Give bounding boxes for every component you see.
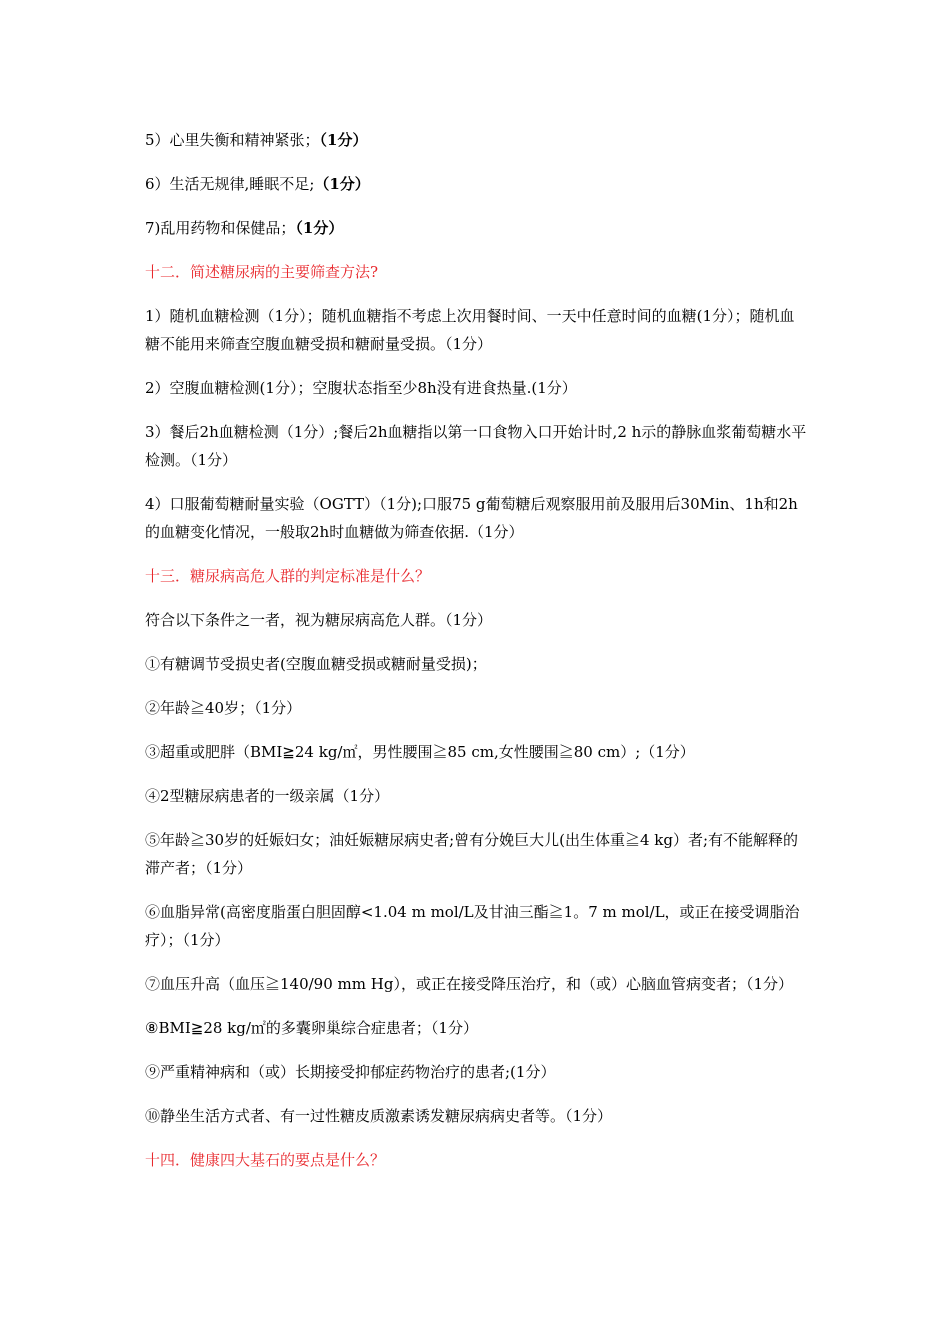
criteria-item: ⑨严重精神病和（或）长期接受抑郁症药物治疗的患者;(1分） <box>145 1063 556 1081</box>
criteria-item: ⑧BMI≧28 kg/㎡的多囊卵巢综合症患者；（1分） <box>145 1019 478 1037</box>
criteria-item: ⑩静坐生活方式者、有一过性糖皮质激素诱发糖尿病病史者等。（1分） <box>145 1107 613 1125</box>
document-body <box>145 126 809 1190</box>
item-score: （1分） <box>319 131 368 149</box>
paragraph: 3）餐后2h血糖检测（1分）;餐后2h血糖指以第一口食物入口开始计时,2 h示的静脉血浆葡萄糖水平检测。（1分） <box>145 423 807 469</box>
criteria-item: ③超重或肥胖（BMI≧24 kg/㎡，男性腰围≧85 cm,女性腰围≧80 cm）;（1分） <box>145 743 695 761</box>
criteria-item: ②年龄≧40岁；（1分） <box>145 699 302 717</box>
item-text: 7)乱用药物和保健品； <box>145 219 296 237</box>
section-heading-13: 十三．糖尿病高危人群的判定标准是什么？ <box>145 567 431 585</box>
section-heading-12: 十二．简述糖尿病的主要筛查方法? <box>145 263 379 281</box>
item-text: 5）心里失衡和精神紧张； <box>145 131 320 149</box>
section-heading-14: 十四．健康四大基石的要点是什么？ <box>145 1151 386 1169</box>
item-score: （1分） <box>314 175 370 193</box>
list-item-7 <box>145 214 809 242</box>
criteria-item: ④2型糖尿病患者的一级亲属（1分） <box>145 787 390 805</box>
criteria-item: ⑤年龄≧30岁的妊娠妇女；油妊娠糖尿病史者;曾有分娩巨大儿(出生体重≧4 kg）者;有不能解释的滞产者；（1分） <box>145 831 799 877</box>
list-item-5 <box>145 126 809 154</box>
item-text: 6）生活无规律,睡眠不足; <box>145 175 315 193</box>
paragraph: 4）口服葡萄糖耐量实验（OGTT）（1分);口服75 g葡萄糖后观察服用前及服用后30Min、1h和2h的血糖变化情况，一般取2h时血糖做为筛查依据.（1分） <box>145 495 798 541</box>
paragraph: 2）空腹血糖检测(1分）；空腹状态指至少8h没有进食热量.(1分） <box>145 379 577 397</box>
criteria-item: ⑥血脂异常(高密度脂蛋白胆固醇<1.04 m mol/L及甘油三酯≧1。7 m mol/L，或正在接受调脂治疗）；（1分） <box>145 903 800 949</box>
criteria-item: ⑦血压升高（血压≧140/90 mm Hg），或正在接受降压治疗，和（或）心脑血管病变者；（1分） <box>145 975 793 993</box>
item-score: （1分） <box>295 219 344 237</box>
list-item-6 <box>145 170 809 198</box>
paragraph: 符合以下条件之一者，视为糖尿病高危人群。（1分） <box>145 611 493 629</box>
paragraph: 1）随机血糖检测（1分）；随机血糖指不考虑上次用餐时间、一天中任意时间的血糖(1分）；随机血糖不能用来筛查空腹血糖受损和糖耐量受损。（1分） <box>145 307 795 353</box>
criteria-item: ①有糖调节受损史者(空腹血糖受损或糖耐量受损)； <box>145 655 487 673</box>
